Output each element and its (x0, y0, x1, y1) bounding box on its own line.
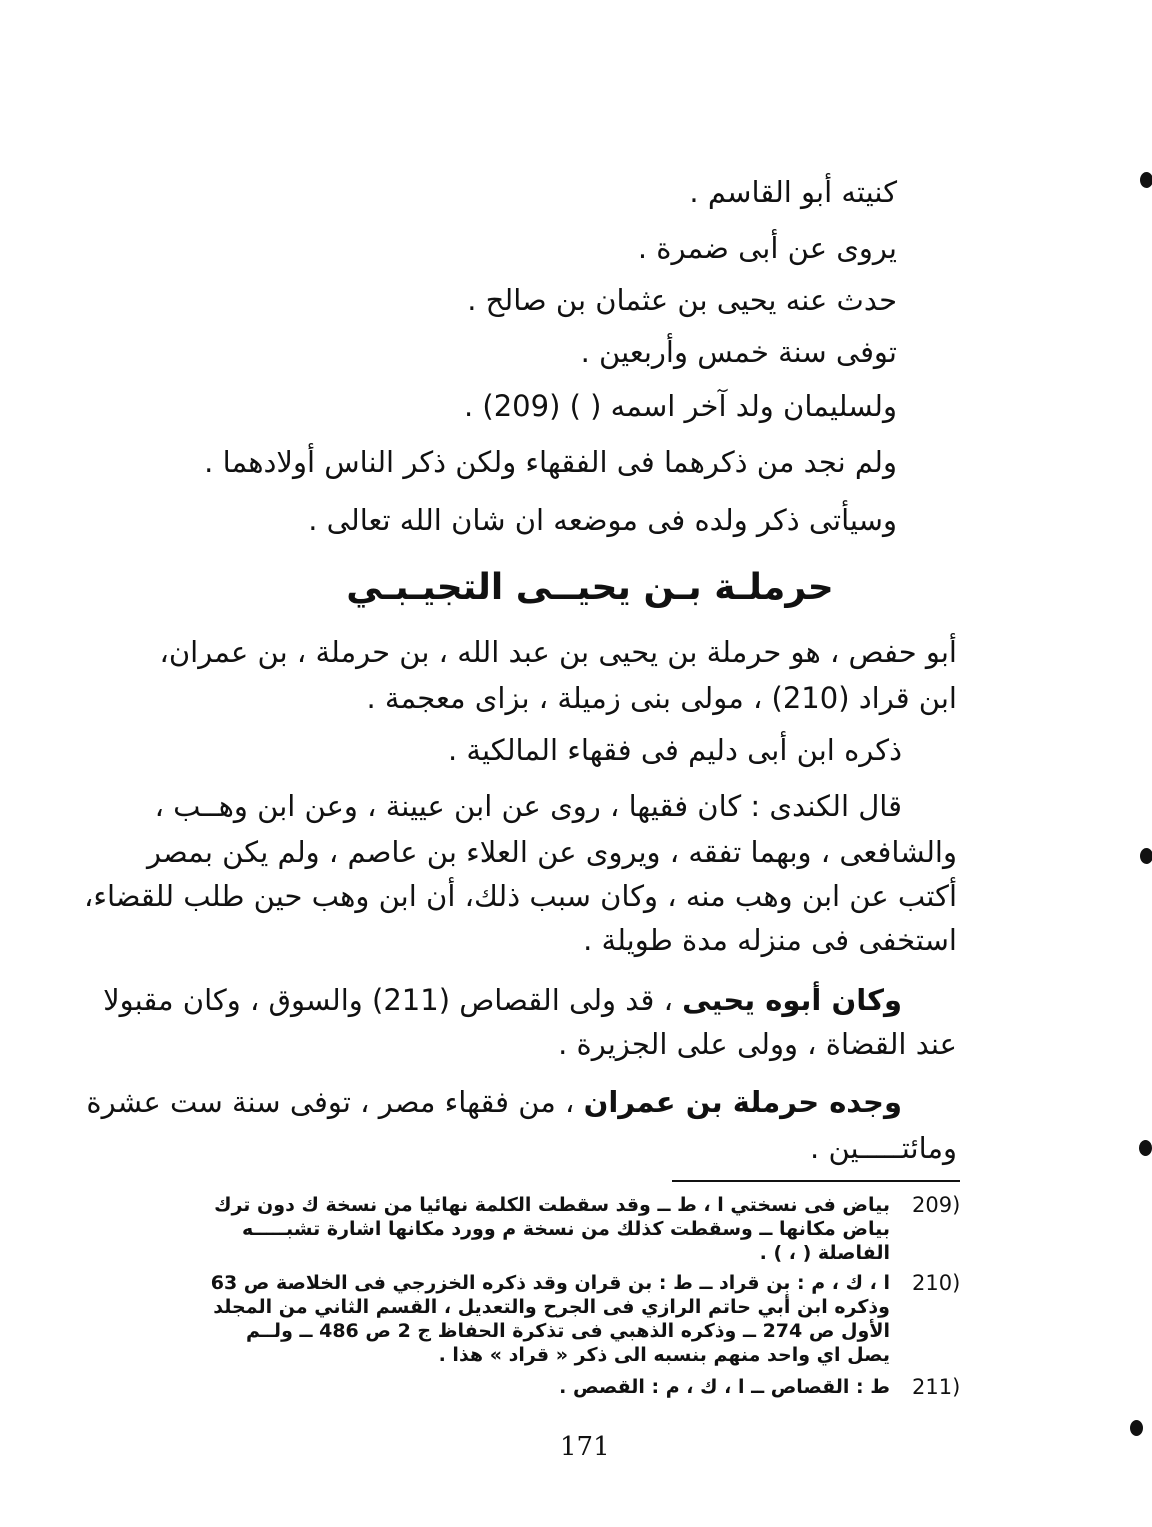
footnote-line: بياض مكانها ــ وسقطت كذلك من نسخة م وورد مكانها اشارة تشبـــــه (242, 1218, 890, 1240)
binder-hole-mark (1140, 172, 1152, 188)
page-number: 171 (560, 1432, 610, 1462)
text-line: أكتب عن ابن وهب منه ، وكان سبب ذلك، أن ابن وهب حين طلب للقضاء، (83, 879, 957, 913)
text-line: توفى سنة خمس وأربعين . (580, 335, 897, 369)
footnote-line: الأول ص 274 ــ وذكره الذهبي فى تذكرة الحفاظ ج 2 ص 486 ــ ولــم (246, 1320, 890, 1342)
text-run: ، قد ولى القصاص (211) والسوق ، وكان مقبولا (103, 983, 683, 1017)
text-run: ، من فقهاء مصر ، توفى سنة ست عشرة (86, 1085, 584, 1119)
footnote-line: ط : القصاص ــ ا ، ك ، م : القصص . (559, 1376, 890, 1398)
text-line: أبو حفص ، هو حرملة بن يحيى بن عبد الله ، بن حرملة ، بن عمران، (159, 635, 957, 669)
text-line: وسيأتى ذكر ولده فى موضعه ان شان الله تعالى . (308, 503, 897, 537)
footnote-number: 210) (912, 1271, 961, 1295)
text-line: ابن قراد (210) ، مولى بنى زميلة ، بزاى معجمة . (366, 681, 957, 715)
text-line: يروى عن أبى ضمرة . (637, 231, 897, 265)
text-line: ولم نجد من ذكرهما فى الفقهاء ولكن ذكر الناس أولادهما . (204, 445, 897, 479)
footnote-line: ا ، ك ، م : بن قراد ــ ط : بن قران وقد ذكره الخزرجي فى الخلاصة ص 63 (210, 1272, 890, 1294)
bold-name: وكان أبوه يحيى (682, 983, 902, 1017)
text-line: والشافعى ، وبهما تفقه ، ويروى عن العلاء بن عاصم ، ولم يكن بمصر (146, 835, 957, 869)
footnote-line: الفاصلة ( ، ) . (759, 1242, 890, 1264)
text-line (86, 1082, 902, 1122)
section-heading: حرملـة بـن يحيــى التجيـبـي (346, 567, 834, 608)
footnote-line: يصل اي واحد منهم بنسبه الى ذكر « قراد » هذا . (438, 1344, 890, 1366)
text-line: عند القضاة ، وولى على الجزيرة . (558, 1027, 957, 1061)
text-line: استخفى فى منزله مدة طويلة . (583, 923, 957, 957)
binder-hole-mark (1140, 848, 1152, 864)
text-line: ولسليمان ولد آخر اسمه ( ) (209) . (463, 389, 897, 423)
text-line: ذكره ابن أبى دليم فى فقهاء المالكية . (447, 733, 902, 767)
footnote-separator (672, 1180, 960, 1182)
footnote-number: 209) (912, 1193, 961, 1217)
footnote-number: 211) (912, 1375, 961, 1399)
binder-hole-mark (1130, 1420, 1143, 1436)
footnote-line: وذكره ابن أبي حاتم الرازي فى الجرح والتعديل ، القسم الثاني من المجلد (213, 1296, 890, 1318)
text-line: ومائتـــــين . (810, 1131, 957, 1165)
bold-name: وجده حرملة بن عمران (583, 1085, 902, 1119)
text-line (103, 980, 902, 1020)
text-line: كنيته أبو القاسم . (689, 175, 897, 209)
text-line: قال الكندى : كان فقيها ، روى عن ابن عيينة ، وعن ابن وهــب ، (154, 789, 902, 823)
binder-hole-mark (1139, 1140, 1152, 1156)
text-line: حدث عنه يحيى بن عثمان بن صالح . (467, 283, 897, 317)
footnote-line: بياض فى نسختي ا ، ط ــ وقد سقطت الكلمة نهائيا من نسخة ك دون ترك (214, 1194, 890, 1216)
